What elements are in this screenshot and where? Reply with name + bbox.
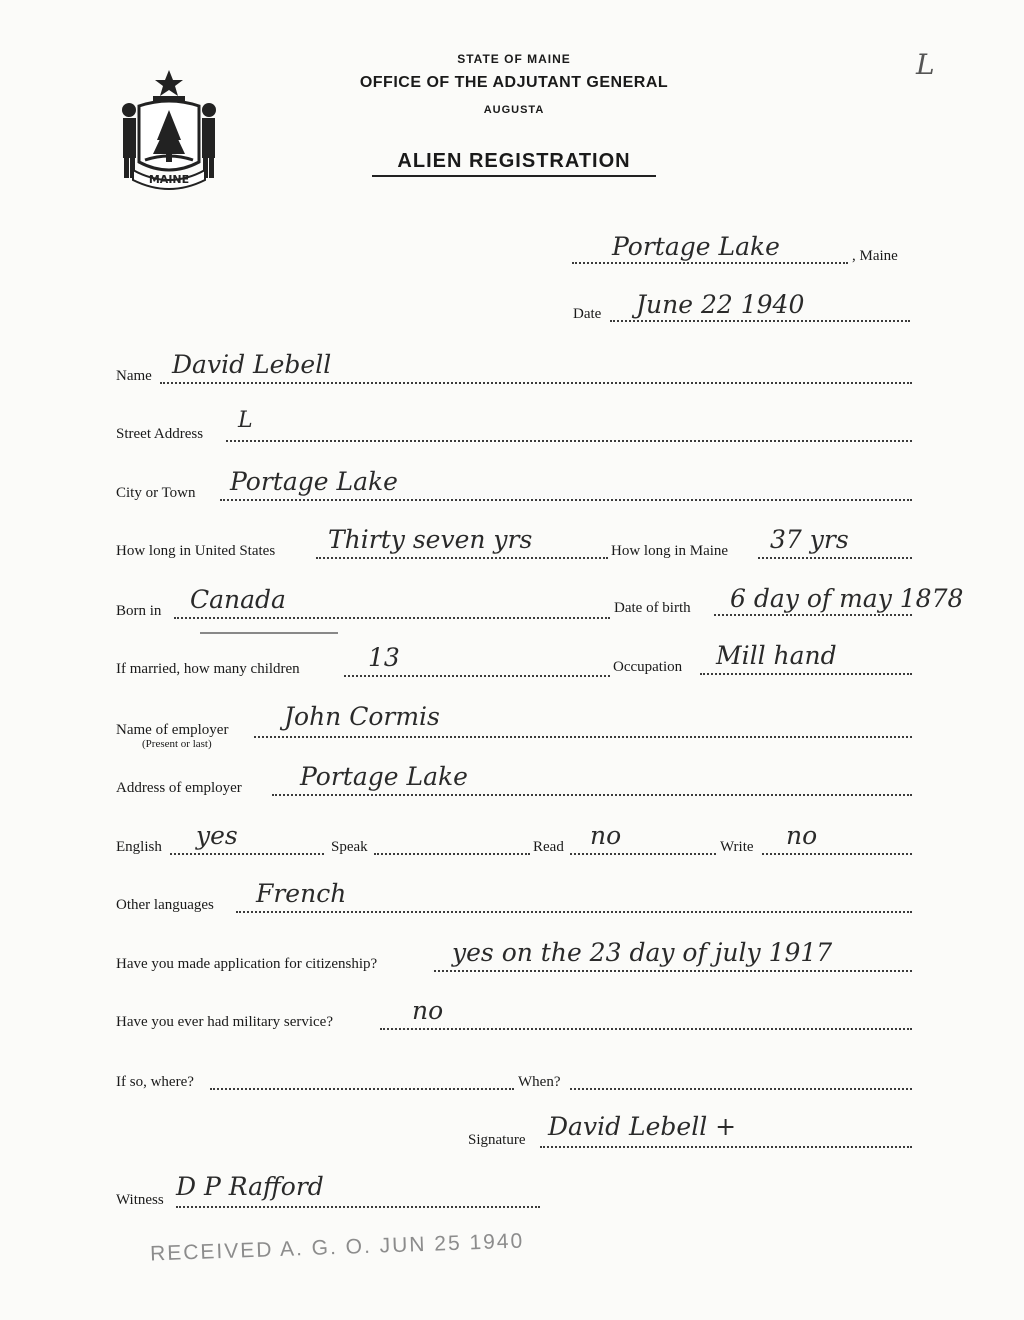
other-languages-line <box>236 911 912 913</box>
military-label: Have you ever had military service? <box>116 1014 333 1030</box>
signature-label: Signature <box>468 1132 526 1148</box>
date-label: Date <box>573 306 602 322</box>
header-city: AUGUSTA <box>483 104 545 116</box>
read-value: no <box>590 821 622 850</box>
military-value: no <box>412 996 444 1025</box>
date-of-birth-label: Date of birth <box>614 600 691 616</box>
header-state: STATE OF MAINE <box>457 52 571 66</box>
town-line <box>572 262 848 264</box>
date-of-birth-line <box>714 614 912 616</box>
write-value: no <box>786 821 818 850</box>
date-value: June 22 1940 <box>636 290 805 319</box>
other-languages-label: Other languages <box>116 897 214 913</box>
corner-mark: L <box>916 48 935 81</box>
occupation-value: Mill hand <box>716 641 837 670</box>
city-label: City or Town <box>116 485 196 501</box>
other-languages-value: French <box>256 879 347 908</box>
where-label: If so, where? <box>116 1074 194 1090</box>
seal-text: MAINE <box>148 173 190 186</box>
date-line <box>610 320 910 322</box>
name-label: Name <box>116 368 152 384</box>
military-line <box>380 1028 912 1030</box>
state-seal-image <box>115 66 223 192</box>
date-of-birth-value: 6 day of may 1878 <box>730 584 964 613</box>
citizenship-line <box>434 970 912 972</box>
children-value: 13 <box>368 643 400 672</box>
children-label: If married, how many children <box>116 661 300 677</box>
read-label: Read <box>533 839 564 855</box>
employer-name-value: John Cormis <box>284 702 440 731</box>
how-long-us-line <box>316 557 608 559</box>
employer-address-label: Address of employer <box>116 780 242 796</box>
speak-label: Speak <box>331 839 368 855</box>
when-line <box>570 1088 912 1090</box>
born-in-underline <box>200 632 338 634</box>
english-label: English <box>116 839 162 855</box>
when-label: When? <box>518 1074 561 1090</box>
header-office: OFFICE OF THE ADJUTANT GENERAL <box>359 74 669 91</box>
employer-address-value: Portage Lake <box>300 762 468 791</box>
witness-line <box>176 1206 540 1208</box>
born-in-line <box>174 617 610 619</box>
name-line <box>160 382 912 384</box>
citizenship-label: Have you made application for citizenship? <box>116 956 378 972</box>
children-line <box>344 675 610 677</box>
employer-name-sublabel: (Present or last) <box>142 738 212 750</box>
witness-value: D P Rafford <box>176 1172 324 1201</box>
how-long-maine-line <box>758 557 912 559</box>
born-in-value: Canada <box>190 585 286 614</box>
name-value: David Lebell <box>172 350 332 379</box>
street-address-value: L <box>238 408 253 433</box>
where-line <box>210 1088 514 1090</box>
town-value: Portage Lake <box>612 232 780 261</box>
write-line <box>762 853 912 855</box>
read-line <box>570 853 716 855</box>
employer-address-line <box>272 794 912 796</box>
received-stamp: RECEIVED A. G. O. JUN 25 1940 <box>149 1229 525 1266</box>
witness-label: Witness <box>116 1192 164 1208</box>
form-title: ALIEN REGISTRATION <box>372 150 656 177</box>
how-long-maine-label: How long in Maine <box>611 543 729 559</box>
occupation-line <box>700 673 912 675</box>
speak-line <box>374 853 530 855</box>
street-address-line <box>226 440 912 442</box>
city-value: Portage Lake <box>230 467 398 496</box>
signature-line <box>540 1146 912 1148</box>
citizenship-value: yes on the 23 day of july 1917 <box>452 938 833 967</box>
english-value: yes <box>196 821 238 850</box>
how-long-us-label: How long in United States <box>116 543 276 559</box>
how-long-us-value: Thirty seven yrs <box>328 525 533 554</box>
town-suffix: , Maine <box>852 248 898 264</box>
born-in-label: Born in <box>116 603 162 619</box>
city-line <box>220 499 912 501</box>
employer-name-label: Name of employer <box>116 722 229 738</box>
signature-value: David Lebell + <box>548 1112 737 1141</box>
street-address-label: Street Address <box>116 426 204 442</box>
english-line <box>170 853 324 855</box>
write-label: Write <box>720 839 754 855</box>
occupation-label: Occupation <box>613 659 683 675</box>
how-long-maine-value: 37 yrs <box>770 525 849 554</box>
employer-name-line <box>254 736 912 738</box>
